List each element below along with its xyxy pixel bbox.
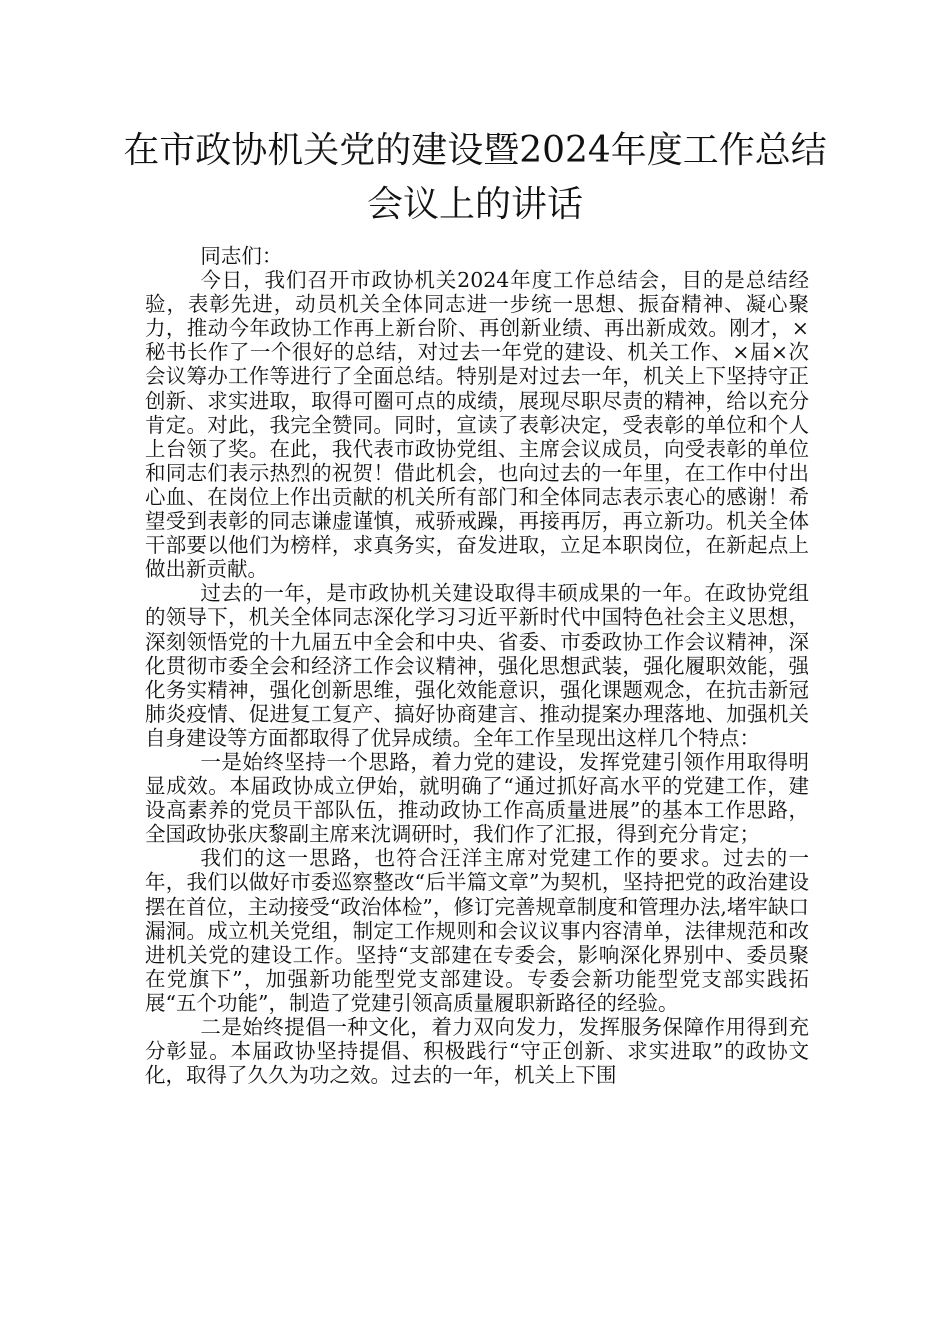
paragraph-1: 今日，我们召开市政协机关2024年度工作总结会，目的是总结经验，表彰先进，动员机关全体同志进一步统一思想、振奋精神、凝心聚力，推动今年政协工作再上新台阶、再创新业绩、再出新成效。刚才，×秘书长作了一个很好的总结，对过去一年党的建设、机关工作、×届×次会议筹办工作等进行了全面总结。特别是对过去一年，机关上下坚持守正创新、求实进取，取得可圈可点的成绩，展现尽职尽责的精神，给以充分肯定。对此，我完全赞同。同时，宣读了表彰决定，受表彰的单位和个人上台领了奖。在此，我代表市政协党组、主席会议成员，向受表彰的单位和同志们表示热烈的祝贺！借此机会，也向过去的一年里，在工作中付出心血、在岗位上作出贡献的机关所有部门和全体同志表示衷心的感谢！希望受到表彰的同志谦虚谨慎，戒骄戒躁，再接再厉，再立新功。机关全体干部要以他们为榜样，求真务实，奋发进取，立足本职岗位，在新起点上做出新贡献。	[145, 268, 809, 582]
paragraph-4: 我们的这一思路，也符合汪洋主席对党建工作的要求。过去的一年，我们以做好市委巡察整改“后半篇文章”为契机，坚持把党的政治建设摆在首位，主动接受“政治体检”，修订完善规章制度和管理办法,堵牢缺口漏洞。成立机关党组，制定工作规则和会议议事内容清单，法律规范和改进机关党的建设工作。坚持“支部建在专委会，影响深化界别中、委员聚在党旗下”，加强新功能型党支部建设。专委会新功能型党支部实践拓展“五个功能”，制造了党建引领高质量履职新路径的经验。	[145, 846, 809, 1015]
salutation: 同志们：	[200, 244, 283, 268]
paragraph-5: 二是始终提倡一种文化，着力双向发力，发挥服务保障作用得到充分彰显。本届政协坚持提倡、积极践行“守正创新、求实进取”的政协文化，取得了久久为功之效。过去的一年，机关上下围	[145, 1015, 809, 1088]
document-body	[145, 244, 809, 1087]
paragraph-3: 一是始终坚持一个思路，着力党的建设，发挥党建引领作用取得明显成效。本届政协成立伊始，就明确了“通过抓好高水平的党建工作，建设高素养的党员干部队伍，推动政协工作高质量进展”的基本工作思路，全国政协张庆黎副主席来沈调研时，我们作了汇报，得到充分肯定；	[145, 749, 809, 847]
paragraph-2: 过去的一年，是市政协机关建设取得丰硕成果的一年。在政协党组的领导下，机关全体同志深化学习习近平新时代中国特色社会主义思想，深刻领悟党的十九届五中全会和中央、省委、市委政协工作会议精神，深化贯彻市委全会和经济工作会议精神，强化思想武装，强化履职效能，强化务实精神，强化创新思维，强化效能意识，强化课题观念，在抗击新冠肺炎疫情、促进复工复产、搞好协商建言、推动提案办理落地、加强机关自身建设等方面都取得了优异成绩。全年工作呈现出这样几个特点：	[145, 581, 809, 750]
document-title: 在市政协机关党的建设暨2024年度工作总结会议上的讲话	[123, 130, 827, 225]
